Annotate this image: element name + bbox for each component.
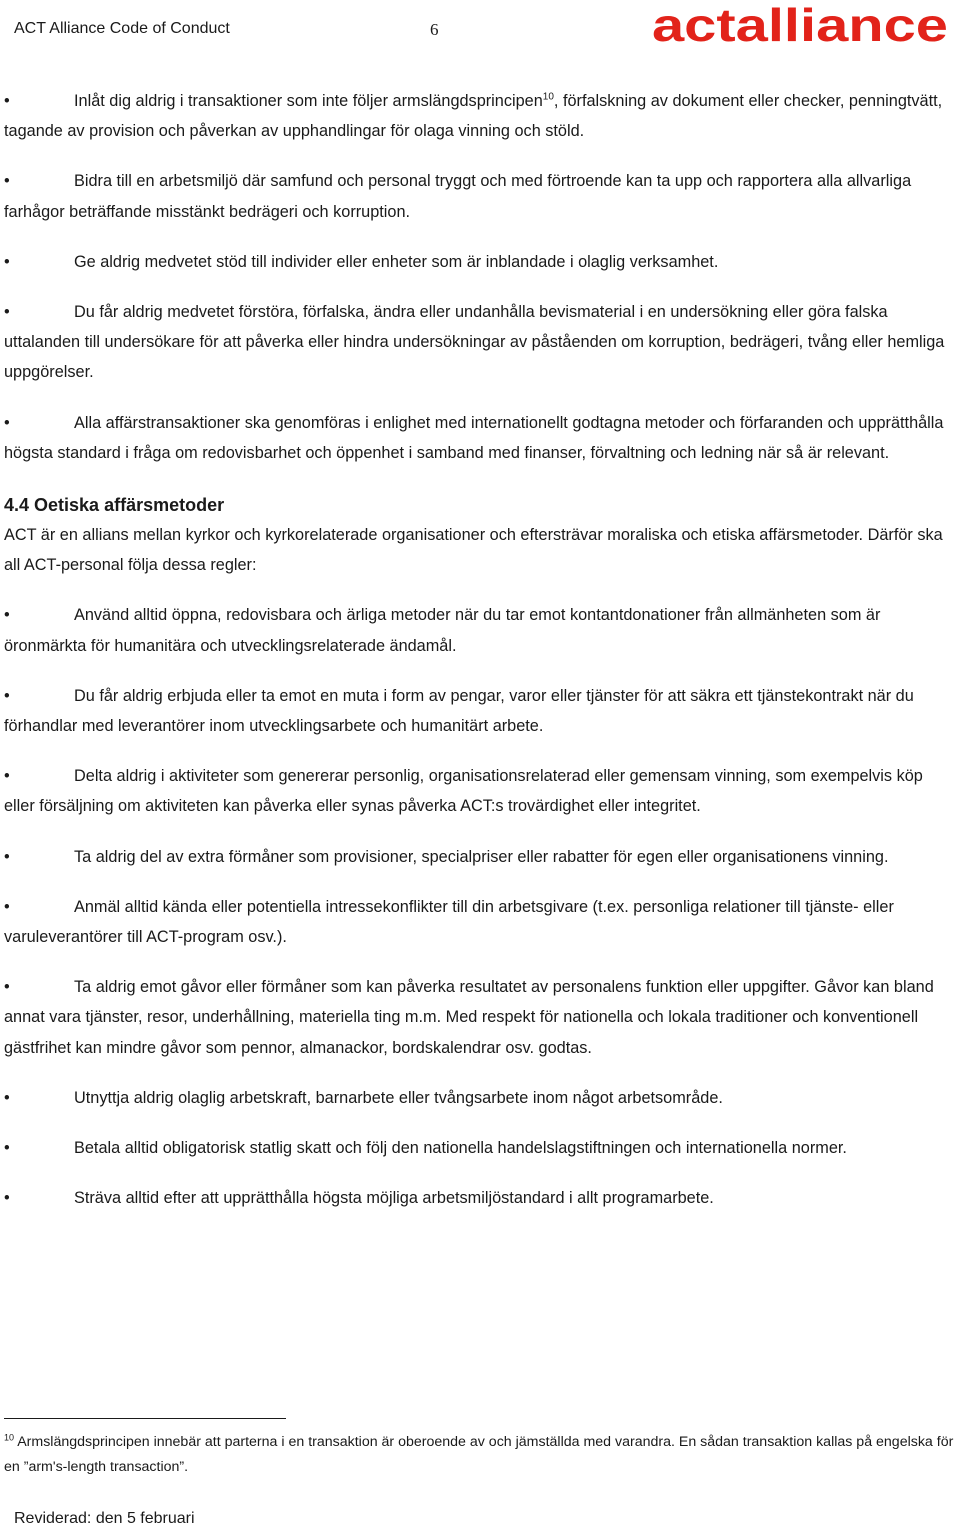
bullet-marker: • <box>4 252 10 271</box>
bullet-item <box>4 972 958 1063</box>
bullet-text: Alla affärstransaktioner ska genomföras i enlighet med internationellt godtagna metoder och förfaranden och upprätthålla högsta standard i fråga om redovisbarhet och öppenhet i samband med finanser, förvaltning och ledning när så är relevant. <box>4 413 944 462</box>
bullet-item <box>4 408 958 468</box>
logo-text: actalliance <box>652 2 948 46</box>
revision-footer: Reviderad: den 5 februari <box>14 1510 195 1527</box>
bullet-item <box>4 842 958 872</box>
document-title: ACT Alliance Code of Conduct <box>14 20 230 37</box>
bullet-item <box>4 1133 958 1163</box>
page-content <box>4 86 958 1233</box>
bullet-text: Delta aldrig i aktiviteter som genererar personlig, organisationsrelaterad eller gemensam vinning, som exempelvis köp eller försäljning om aktiviteten kan påverka eller synas påverka ACT:s trovärdighet eller integritet. <box>4 767 923 816</box>
bullet-item <box>4 600 958 660</box>
bullet-marker: • <box>4 897 10 916</box>
bullet-text-continued: , förfalskning av dokument eller checker, penningtvätt, tagande av provision och påverkan av upphandlingar för olaga vinning och stöld. <box>4 92 943 141</box>
bullet-text: Ge aldrig medvetet stöd till individer eller enheter som är inblandade i olaglig verksamhet. <box>74 252 719 271</box>
bullet-text: Anmäl alltid kända eller potentiella intressekonflikter till din arbetsgivare (t.ex. personliga relationer till tjänste- eller varuleverantörer till ACT-program osv.). <box>4 897 894 947</box>
page-number: 6 <box>430 20 439 39</box>
bullet-text: Du får aldrig medvetet förstöra, förfalska, ändra eller undanhålla bevismaterial i en undersökning eller göra falska uttalanden till undersökare för att påverka eller hindra undersökningar av påståenden om korruption, bedrägeri, tvång eller hemliga uppgörelser. <box>4 303 945 382</box>
footnote-reference: 10 <box>542 91 554 103</box>
bullet-item <box>4 681 958 741</box>
section-intro: ACT är en allians mellan kyrkor och kyrkorelaterade organisationer och eftersträvar moraliska och etiska affärsmetoder. Därför ska all ACT-personal följa dessa regler: <box>4 526 943 575</box>
bullet-marker: • <box>4 1189 10 1208</box>
bullet-marker: • <box>4 1139 10 1158</box>
page-header <box>0 0 960 60</box>
act-alliance-logo <box>652 2 950 46</box>
bullet-list-top <box>4 86 958 468</box>
bullet-marker: • <box>4 1088 10 1107</box>
section-4-4 <box>4 490 958 1213</box>
bullet-marker: • <box>4 606 10 625</box>
bullet-item <box>4 86 958 146</box>
bullet-marker: • <box>4 172 10 191</box>
bullet-text: Ta aldrig del av extra förmåner som provisioner, specialpriser eller rabatter för egen eller organisationens vinning. <box>74 847 889 866</box>
bullet-marker: • <box>4 767 10 786</box>
bullet-marker: • <box>4 92 10 110</box>
bullet-text: Sträva alltid efter att upprätthålla högsta möjliga arbetsmiljöstandard i allt programarbete. <box>74 1189 714 1208</box>
bullet-item <box>4 1083 958 1113</box>
bullet-text: Betala alltid obligatorisk statlig skatt och följ den nationella handelslagstiftningen och internationella normer. <box>74 1139 847 1158</box>
footnote-divider <box>4 1418 286 1419</box>
bullet-item <box>4 297 958 388</box>
bullet-text: Bidra till en arbetsmiljö där samfund och personal tryggt och med förtroende kan ta upp och rapportera alla allvarliga farhågor beträffande misstänkt bedrägeri och korruption. <box>4 172 912 221</box>
bullet-text: Använd alltid öppna, redovisbara och ärliga metoder när du tar emot kontantdonationer från allmänheten som är öronmärkta för humanitära och utvecklingsrelaterade ändamål. <box>4 606 881 655</box>
bullet-item <box>4 1183 958 1213</box>
bullet-item <box>4 166 958 226</box>
bullet-item <box>4 761 958 821</box>
bullet-text: Ta aldrig emot gåvor eller förmåner som kan påverka resultatet av personalens funktion eller uppgifter. Gåvor kan bland annat vara tjänster, resor, underhållning, materiella ting m.m. Med respekt för nationella och lokala traditioner och konventionell gästfrihet kan mindre gåvor som pennor, almanackor, bordskalendrar osv. godtas. <box>4 978 934 1057</box>
footnote-number: 10 <box>4 1432 15 1443</box>
bullet-text: Inlåt dig aldrig i transaktioner som inte följer armslängdsprincipen <box>74 92 543 110</box>
bullet-marker: • <box>4 303 10 322</box>
bullet-item <box>4 247 958 277</box>
section-heading: 4.4 Oetiska affärsmetoder <box>4 495 225 516</box>
bullet-marker: • <box>4 413 10 432</box>
bullet-text: Utnyttja aldrig olaglig arbetskraft, barnarbete eller tvångsarbete inom något arbetsområde. <box>74 1088 723 1107</box>
bullet-list-section <box>4 600 958 1213</box>
bullet-item <box>4 892 958 952</box>
bullet-text: Du får aldrig erbjuda eller ta emot en muta i form av pengar, varor eller tjänster för att säkra ett tjänstekontrakt när du förhandlar med leverantörer inom utvecklingsarbete och humanitärt arbete. <box>4 686 914 736</box>
bullet-marker: • <box>4 978 10 997</box>
bullet-marker: • <box>4 847 10 866</box>
footnote <box>4 1430 954 1480</box>
bullet-marker: • <box>4 686 10 705</box>
footnote-text: Armslängdsprincipen innebär att parterna i en transaktion är oberoende av och jämställda med varandra. En sådan transaktion kallas på engelska för en ”arm's-length transaction”. <box>4 1434 954 1475</box>
